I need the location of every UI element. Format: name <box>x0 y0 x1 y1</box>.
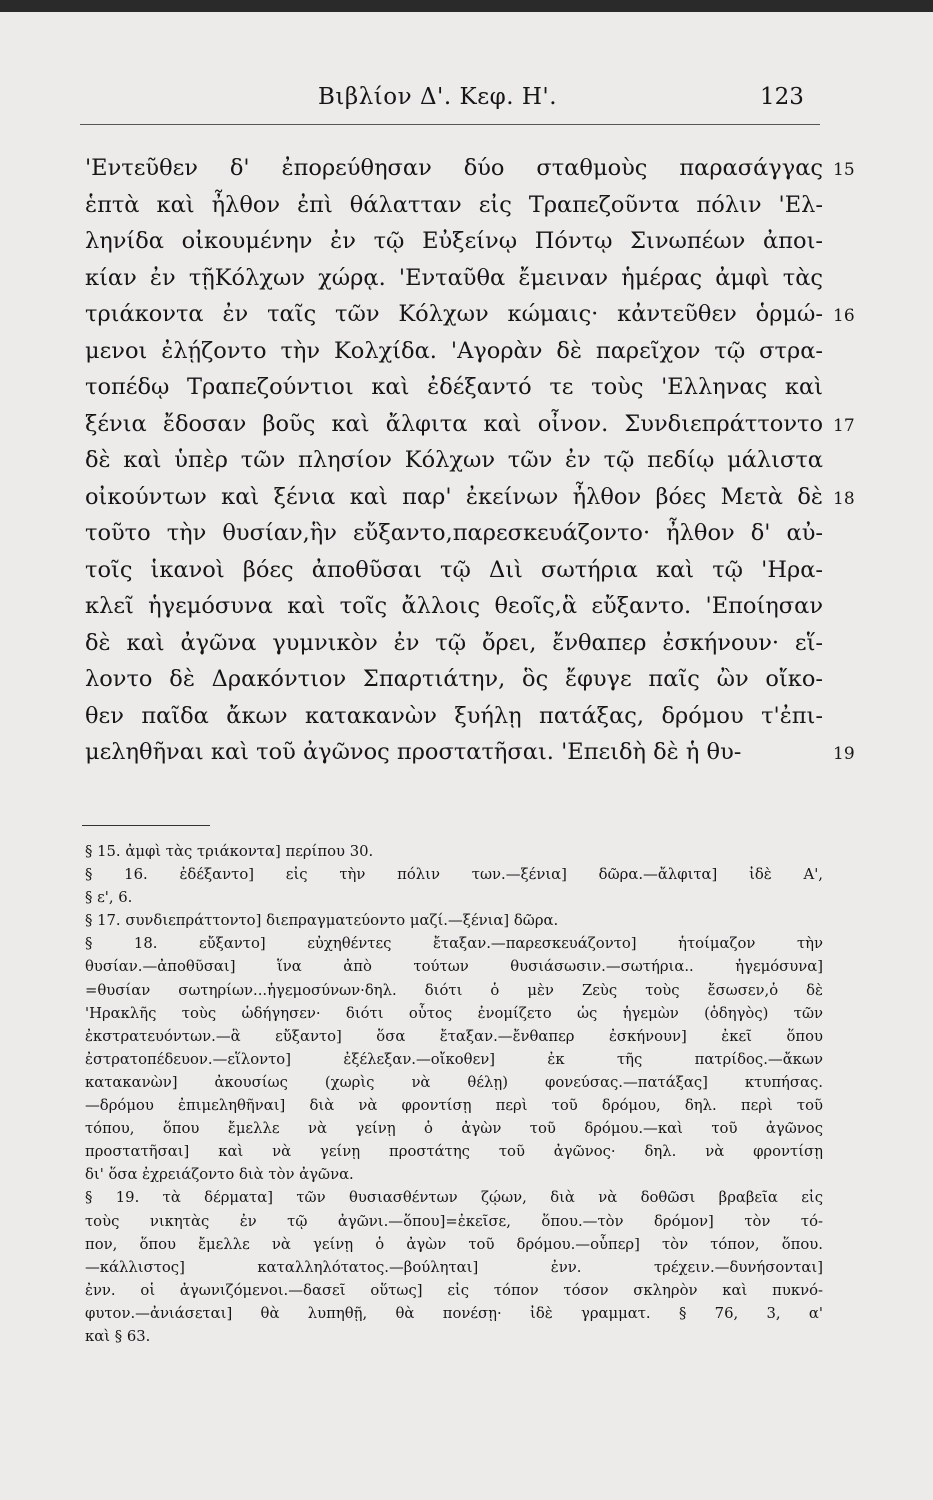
footnote-line <box>85 979 825 1002</box>
text-line <box>85 369 825 406</box>
footnote-line-content: δι' ὅσα ἐχρειάζοντο διὰ τὸν ἀγῶνα. <box>85 1166 354 1184</box>
text-line-content: τριάκοντα ἐν ταῖς τῶν Κόλχων κώμαις· κἀντεῦθεν ὁρμώ- <box>85 301 823 327</box>
footnote-line <box>85 1025 825 1048</box>
text-line-content: μεληθῆναι καὶ τοῦ ἀγῶνος προστατῆσαι. 'Επειδὴ δὲ ἡ θυ- <box>85 739 742 765</box>
section-number: 17 <box>833 415 855 436</box>
text-line <box>85 260 825 297</box>
footnote-line-content: —κάλλιστος] καταλληλότατος.—βούληται] ἐνν. τρέχειν.—δυνήσονται] <box>85 1258 823 1276</box>
text-line-content: δὲ καὶ ἀγῶνα γυμνικὸν ἐν τῷ ὄρει, ἔνθαπερ ἐσκήνουν· εἵ- <box>85 629 823 656</box>
text-line <box>85 625 825 662</box>
text-line-content: μενοι ἐλῄζοντο τὴν Κολχίδα. 'Αγορὰν δὲ παρεῖχον τῷ στρα- <box>85 337 823 364</box>
footnote-line-content: τοὺς νικητὰς ἐν τῷ ἀγῶνι.—ὅπου]=ἐκεῖσε, ὅπου.—τὸν δρόμον] τὸν τό- <box>85 1212 823 1230</box>
footnote-line <box>85 1279 825 1302</box>
footnote-line <box>85 1140 825 1163</box>
text-line <box>85 442 825 479</box>
footnote-line-content: § 18. εὔξαντο] εὐχηθέντες ἔταξαν.—παρεσκευάζοντο] ἡτοίμαζον τὴν <box>85 935 823 953</box>
footnote-line-content: § 15. ἀμφὶ τὰς τριάκοντα] περίπου 30. <box>85 843 374 860</box>
text-line-content: κλεῖ ἡγεμόσυνα καὶ τοῖς ἄλλοις θεοῖς,ἃ εὔξαντο. 'Εποίησαν <box>85 593 823 619</box>
footnote-line-content: θυσίαν.—ἀποθῦσαι] ἵνα ἀπὸ τούτων θυσιάσωσιν.—σωτήρια.. ἡγεμόσυνα] <box>85 958 823 976</box>
page-number: 123 <box>760 84 804 110</box>
footnote-line-content: 'Ηρακλῆς τοὺς ὡδήγησεν· διότι οὗτος ἐνομίζετο ὡς ἡγεμὼν (ὁδηγὸς) τῶν <box>85 1004 823 1022</box>
footnote-line-content: προστατῆσαι] καὶ νὰ γείνῃ προστάτης τοῦ ἀγῶνος· δηλ. νὰ φροντίσῃ <box>85 1143 823 1161</box>
text-line-content: λοντο δὲ Δρακόντιον Σπαρτιάτην, ὃς ἔφυγε παῖς ὢν οἴκο- <box>85 666 823 692</box>
footnote-line-content: ἐκστρατευόντων.—ἃ εὔξαντο] ὅσα ἔταξαν.—ἔνθαπερ ἐσκήνουν] ἐκεῖ ὅπου <box>85 1027 823 1045</box>
footnote-line-content: ἐνν. οἱ ἀγωνιζόμενοι.—δασεῖ οὕτως] εἰς τόπον τόσον σκληρὸν καὶ πυκνό- <box>85 1281 823 1299</box>
footnote-line <box>85 1233 825 1256</box>
header-rule <box>80 124 820 125</box>
text-line <box>85 150 855 187</box>
section-number: 19 <box>833 744 855 764</box>
footnote-line-content: § ε', 6. <box>85 889 133 907</box>
footnote-line <box>85 955 825 978</box>
text-line-content: τοῦτο τὴν θυσίαν,ἣν εὔξαντο,παρεσκευάζοντο· ἦλθον δ' αὐ- <box>85 520 823 546</box>
footnote-line <box>85 909 825 932</box>
footnotes <box>85 840 825 1348</box>
text-line <box>85 406 855 443</box>
footnote-line <box>85 1094 825 1117</box>
footnote-line <box>85 1302 825 1325</box>
text-line <box>85 698 825 735</box>
text-line <box>85 296 855 333</box>
footnote-line <box>85 1048 825 1071</box>
text-line-content: οἰκούντων καὶ ξένια καὶ παρ' ἐκείνων ἦλθον βόες Μετὰ δὲ <box>85 483 823 510</box>
text-line-content: δὲ καὶ ὑπὲρ τῶν πλησίον Κόλχων τῶν ἐν τῷ πεδίῳ μάλιστα <box>85 447 823 473</box>
footnote-line <box>85 1002 825 1025</box>
text-line <box>85 734 855 771</box>
footnote-line <box>85 1256 825 1279</box>
footnote-line-content: φυτον.—ἀνιάσεται] θὰ λυπηθῇ, θὰ πονέσῃ· ἰδὲ γραμματ. § 76, 3, α' <box>85 1304 823 1322</box>
footnote-line <box>85 840 825 863</box>
section-number: 16 <box>833 306 855 326</box>
footnote-line <box>85 1163 825 1186</box>
text-line <box>85 588 825 625</box>
footnote-line <box>85 1325 825 1348</box>
footnote-line <box>85 1210 825 1233</box>
footnote-line-content: κατακανὼν] ἀκουσίως (χωρὶς νὰ θέλῃ) φονεύσας.—πατάξας] κτυπήσας. <box>85 1073 823 1091</box>
section-number: 18 <box>833 488 855 509</box>
footnote-line <box>85 1117 825 1140</box>
page-header <box>0 84 933 124</box>
text-line <box>85 333 825 370</box>
text-line <box>85 223 825 260</box>
text-line <box>85 515 825 552</box>
text-line-content: 'Εντεῦθεν δ' ἐπορεύθησαν δύο σταθμοὺς παρασάγγας <box>85 155 823 181</box>
footnote-line <box>85 1186 825 1209</box>
footnote-line-content: ἐστρατοπέδευον.—εἵλοντο] ἐξέλεξαν.—οἴκοθεν] ἐκ τῆς πατρίδος.—ἄκων <box>85 1050 823 1068</box>
footnote-line-content: § 17. συνδιεπράττοντο] διεπραγματεύοντο μαζί.—ξένια] δῶρα. <box>85 912 559 930</box>
page-top-edge <box>0 0 933 12</box>
footnote-line-content: τόπου, ὅπου ἔμελλε νὰ γείνῃ ὁ ἀγὼν τοῦ δρόμου.—καὶ τοῦ ἀγῶνος <box>85 1120 823 1138</box>
footnote-line-content: πον, ὅπου ἔμελλε νὰ γείνῃ ὁ ἀγὼν τοῦ δρόμου.—οὗπερ] τὸν τόπον, ὅπου. <box>85 1235 823 1253</box>
footnote-line-content: § 16. ἐδέξαντο] εἰς τὴν πόλιν των.—ξένια] δῶρα.—ἄλφιτα] ἰδὲ Α', <box>85 866 823 884</box>
text-line <box>85 661 825 698</box>
main-text <box>85 150 855 771</box>
text-line-content: ἑπτὰ καὶ ἦλθον ἐπὶ θάλατταν εἰς Τραπεζοῦντα πόλιν 'Ελ- <box>85 191 823 218</box>
text-line <box>85 552 825 589</box>
text-line <box>85 187 825 224</box>
section-number: 15 <box>833 160 855 180</box>
text-line-content: ληνίδα οἰκουμένην ἐν τῷ Εὐξείνῳ Πόντῳ Σινωπέων ἀποι- <box>85 228 823 254</box>
running-title: Βιβλίον Δ'. Κεφ. Η'. <box>318 84 558 110</box>
footnote-line <box>85 932 825 955</box>
footnote-line-content: —δρόμου ἐπιμεληθῆναι] διὰ νὰ φροντίσῃ περὶ τοῦ δρόμου, δηλ. περὶ τοῦ <box>85 1097 823 1115</box>
footnote-line <box>85 863 825 886</box>
footnote-rule <box>82 825 210 826</box>
footnote-line-content: =θυσίαν σωτηρίων...ἡγεμοσύνων·δηλ. διότι ὁ μὲν Ζεὺς τοὺς ἔσωσεν,ὁ δὲ <box>85 981 823 999</box>
footnote-line-content: § 19. τὰ δέρματα] τῶν θυσιασθέντων ζῴων, διὰ νὰ δοθῶσι βραβεῖα εἰς <box>85 1189 823 1207</box>
text-line-content: τοῖς ἱκανοὶ βόες ἀποθῦσαι τῷ Διὶ σωτήρια καὶ τῷ 'Ηρα- <box>85 556 823 583</box>
footnote-line-content: καὶ § 63. <box>85 1327 151 1345</box>
text-line-content: ξένια ἔδοσαν βοῦς καὶ ἄλφιτα καὶ οἶνον. Συνδιεπράττοντο <box>85 410 823 437</box>
text-line-content: κίαν ἐν τῇΚόλχων χώρᾳ. 'Ενταῦθα ἔμειναν ἡμέρας ἀμφὶ τὰς <box>85 264 823 291</box>
text-line <box>85 479 855 516</box>
footnote-line <box>85 1071 825 1094</box>
text-line-content: θεν παῖδα ἄκων κατακανὼν ξυήλῃ πατάξας, δρόμου τ'ἐπι- <box>85 702 823 729</box>
text-line-content: τοπέδῳ Τραπεζούντιοι καὶ ἐδέξαντό τε τοὺς 'Ελληνας καὶ <box>85 374 823 400</box>
footnote-line <box>85 886 825 909</box>
